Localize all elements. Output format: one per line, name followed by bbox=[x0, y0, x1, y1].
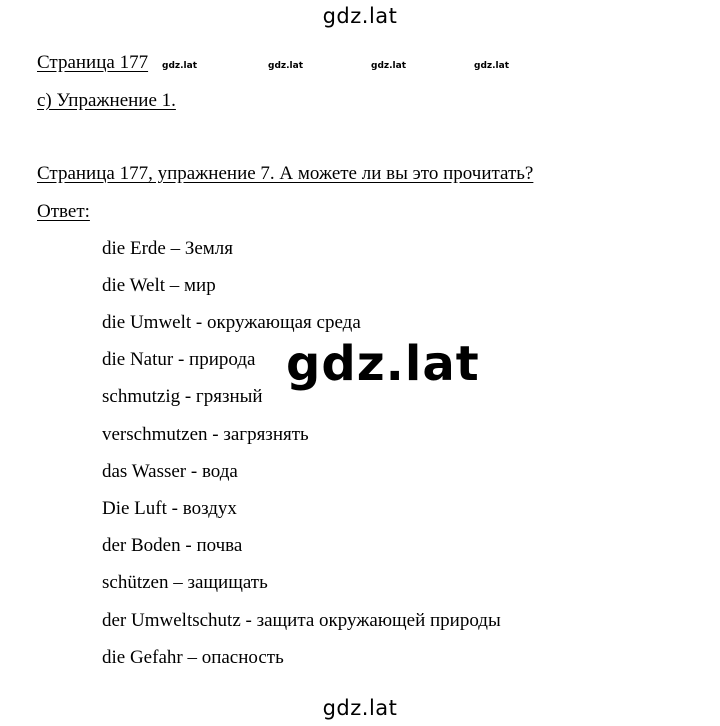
vocab-item: die Natur - природа bbox=[102, 349, 256, 370]
vocab-item: die Welt – мир bbox=[102, 275, 216, 296]
vocab-item: die Erde – Земля bbox=[102, 238, 234, 259]
vocab-item: verschmutzen - загрязнять bbox=[102, 424, 309, 445]
watermark-top: gdz.lat bbox=[322, 4, 398, 28]
vocab-item: der Umweltschutz - защита окружающей природы bbox=[102, 610, 501, 631]
vocab-item: die Umwelt - окружающая среда bbox=[102, 312, 361, 333]
section-heading: с) Упражнение 1. bbox=[37, 90, 176, 111]
vocab-item: schützen – защищать bbox=[102, 572, 268, 593]
watermark-bottom: gdz.lat bbox=[322, 696, 398, 720]
watermark-small-3: gdz.lat bbox=[371, 61, 407, 71]
exercise-heading: Страница 177, упражнение 7. А можете ли вы это прочитать? bbox=[37, 163, 534, 184]
vocab-item: das Wasser - вода bbox=[102, 461, 238, 482]
watermark-small-2: gdz.lat bbox=[268, 61, 304, 71]
watermark-small-4: gdz.lat bbox=[474, 61, 510, 71]
vocab-item: schmutzig - грязный bbox=[102, 386, 263, 407]
vocab-item: der Boden - почва bbox=[102, 535, 243, 556]
vocab-item: die Gefahr – опасность bbox=[102, 647, 284, 668]
vocab-item: Die Luft - воздух bbox=[102, 498, 237, 519]
answer-label: Ответ: bbox=[37, 201, 90, 222]
page-heading: Страница 177 bbox=[37, 52, 149, 73]
watermark-center: gdz.lat bbox=[286, 336, 480, 392]
watermark-small-1: gdz.lat bbox=[162, 61, 198, 71]
